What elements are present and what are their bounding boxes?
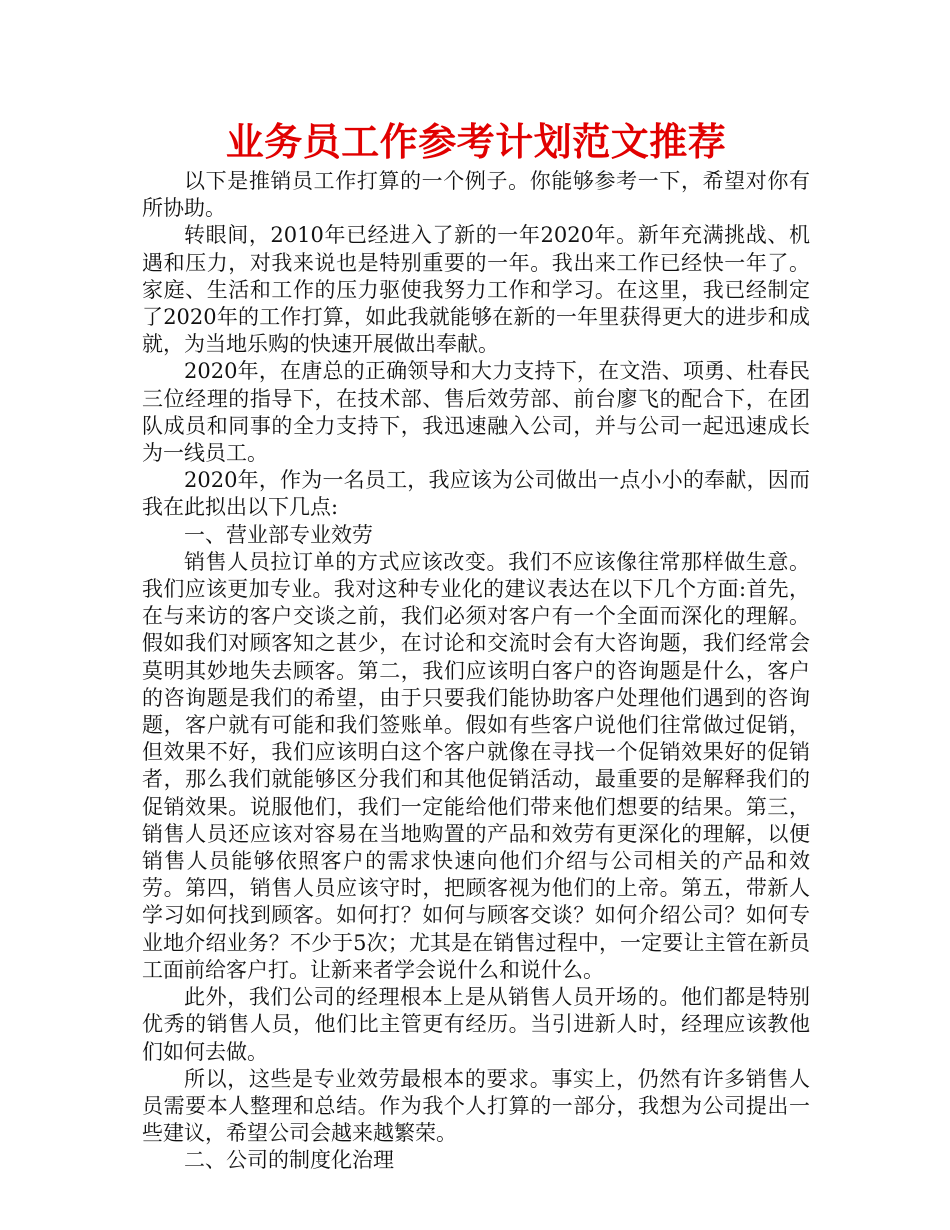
paragraph-sales-approach: 销售人员拉订单的方式应该改变。我们不应该像往常那样做生意。我们应该更加专业。我对这种专业化的建议表达在以下几个方面:首先，在与来访的客户交谈之前，我们必须对客户有一个全面而深化的理解。假如我们对顾客知之甚少，在讨论和交流时会有大咨询题，我们经常会莫明其妙地失去顾客。第二，我们应该明白客户的咨询题是什么，客户的咨询题是我们的希望，由于只要我们能协助客户处理他们遇到的咨询题，客户就有可能和我们签账单。假如有些客户说他们往常做过促销，但效果不好，我们应该明白这个客户就像在寻找一个促销效果好的促销者，那么我们就能够区分我们和其他促销活动，最重要的是解释我们的促销效果。说服他们，我们一定能给他们带来他们想要的结果。第三，销售人员还应该对容易在当地购置的产品和效劳有更深化的理解，以便销售人员能够依照客户的需求快速向他们介绍与公司相关的产品和效劳。第四，销售人员应该守时，把顾客视为他们的上帝。第五，带新人学习如何找到顾客。如何打？如何与顾客交谈？如何介绍公司？如何专业地介绍业务？不少于5次；尤其是在销售过程中，一定要让主管在新员工面前给客户打。让新来者学会说什么和说什么。 (142, 549, 810, 982)
paragraph-new-year: 转眼间，2010年已经进入了新的一年2020年。新年充满挑战、机遇和压力，对我来说也是特别重要的一年。我出来工作已经快一年了。家庭、生活和工作的压力驱使我努力工作和学习。在这里，我已经制定了2020年的工作打算，如此我就能够在新的一年里获得更大的进步和成就，为当地乐购的快速开展做出奉献。 (142, 223, 810, 357)
document-title: 业务员工作参考计划范文推荐 (225, 119, 727, 164)
section-heading-professional-service: 一、营业部专业效劳 (184, 522, 373, 547)
paragraph-support: 2020年，在唐总的正确领导和大力支持下，在文浩、项勇、杜春民三位经理的指导下，在技术部、售后效劳部、前台廖飞的配合下，在团队成员和同事的全力支持下，我迅速融入公司，并与公司一起迅速成长为一线员工。 (142, 359, 810, 466)
document-body (142, 118, 810, 1175)
paragraph-managers: 此外，我们公司的经理根本上是从销售人员开场的。他们都是特别优秀的销售人员，他们比主管更有经历。当引进新人时，经理应该教他们如何去做。 (142, 985, 810, 1064)
section-heading-institutional-management: 二、公司的制度化治理 (184, 1148, 394, 1173)
paragraph-contribution: 2020年，作为一名员工，我应该为公司做出一点小小的奉献，因而我在此拟出以下几点: (142, 468, 810, 520)
paragraph-summary: 所以，这些是专业效劳最根本的要求。事实上，仍然有许多销售人员需要本人整理和总结。作为我个人打算的一部分，我想为公司提出一些建议，希望公司会越来越繁荣。 (142, 1066, 810, 1146)
paragraph-intro: 以下是推销员工作打算的一个例子。你能够参考一下，希望对你有所协助。 (142, 169, 810, 221)
